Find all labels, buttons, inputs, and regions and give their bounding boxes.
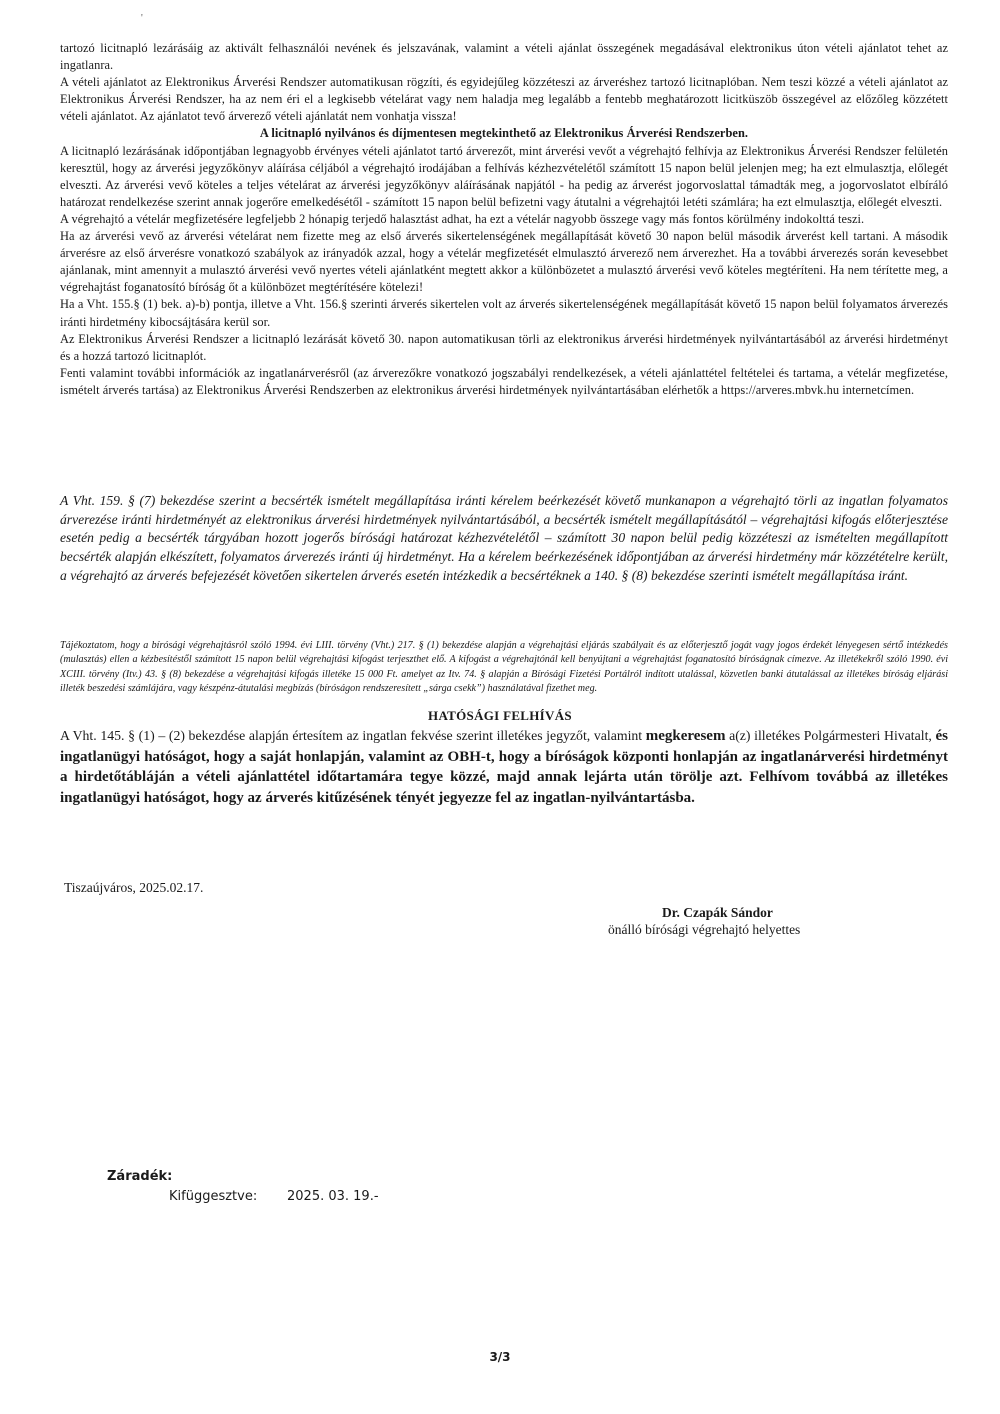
authority-call-bold: megkeresem (645, 728, 726, 744)
main-text-block (60, 40, 948, 399)
posted-date: 2025. 03. 19.- (287, 1189, 379, 1204)
paragraph: Ha a Vht. 155.§ (1) bek. a)-b) pontja, illetve a Vht. 156.§ szerinti árverés sikertelen volt az árverés sikertelenségének megállapítását követő 15 napon belül folyamatos árverezés iránti hirdetmény kibocsájtására kerül sor. (60, 297, 948, 329)
page-number: 3/3 (489, 1350, 511, 1364)
paragraph: Fenti valamint további információk az ingatlanárverésről (az árverezőkre vonatkozó jogszabályi rendelkezések, a vételi ajánlattétel feltételei és tartama, a vételár megfizetése, ismételt árverés tartása) az Elektronikus Árverési Rendszerben az elektronikus árverési hirdetmények nyilvántartásában elérhetők a https://arveres.mbvk.hu internetcímen. (60, 365, 948, 397)
section-heading: A licitnapló nyilvános és díjmentesen megtekinthető az Elektronikus Árverési Rendszerben. (259, 126, 749, 141)
paragraph: A vételi ajánlatot az Elektronikus Árverési Rendszer automatikusan rögzíti, és egyidejűleg közzéteszi az árveréshez tartozó licitnaplóban. Nem teszi közzé a vételi ajánlatot az Elektronikus Árverési Rendszer, ha az nem éri el a legkisebb vételárat vagy nem haladja meg legalább a fentebb meghatározott licitküszöb összegével az előzőleg közzétett vételi ajánlatot. Az ajánlatot tevő árverező vételi ajánlatát nem vonhatja vissza! (60, 75, 948, 124)
becsertek-notice: A Vht. 159. § (7) bekezdése szerint a becsérték ismételt megállapítása iránti kérelem beérkezését követő munkanapon a végrehajtó törli az ingatlan folyamatos árverezése iránti hirdetményét az elektronikus árverési hirdetmények nyilvántartásából, a becsérték ismételt megállapításától – végrehajtási kifogás előterjesztése esetén pedig a becsérték tárgyában hozott jogerős bírósági határozat kézhezvételétől – számított 30 napon belül pedig közzéteszi az ismételten megállapított becsérték alapján elkészített, folyamatos árverezés iránti új hirdetményt. Ha a kérelem beérkezésének időpontjában az árverési hirdetmény már közzétételre került, a végrehajtó az árverés befejezését követően sikertelen árverés esetén intézkedik a becsértéknek a 140. § (8) bekezdése szerinti ismételt megállapítása iránt. (60, 493, 948, 583)
posted-line (169, 1189, 379, 1204)
authority-call-text: a(z) illetékes Polgármesteri Hivatalt, (725, 728, 936, 743)
signer-role: önálló bírósági végrehajtó helyettes (608, 922, 801, 937)
paragraph: A licitnapló lezárásának időpontjában legnagyobb érvényes vételi ajánlatot tartó árverezőt, mint árverési vevőt a végrehajtó felhívja az Elektronikus Árverési Rendszer felületén keresztül, hogy az árverési jegyzőkönyv aláírása céljából a végrehajtó irodájában a felhívás kézhezvételétől számított 15 napon belül jelenjen meg; ha ezt elmulasztja, előlegét elveszti. Az árverési vevő köteles a teljes vételárat az árverési jegyzőkönyv aláírásának napjától - ha pedig az árverést jogorvoslattal támadták meg, a jogorvoslatot elbíráló határozat rendelkezése szerint annak jogerőre emelkedésétől - számított 15 napon belül befizetni vagy átutalni a végrehajtói letéti számlára; ha ezt elmulasztja, előlegét elveszti. (60, 143, 948, 209)
authority-call-text: A Vht. 145. § (1) – (2) bekezdése alapján értesítem az ingatlan fekvése szerint illetékes jegyzőt, valamint (60, 728, 646, 743)
authority-call-title: HATÓSÁGI FELHÍVÁS (428, 708, 572, 723)
authority-call-body (60, 726, 948, 808)
paragraph: Az Elektronikus Árverési Rendszer a licitnapló lezárását követő 30. napon automatikusan törli az elektronikus árverési hirdetmények nyilvántartásából az árverési hirdetményt és a hozzá tartozó licitnaplót. (60, 331, 948, 363)
paragraph: Ha az árverési vevő az árverési vételárat nem fizette meg az első árverés sikertelenségének megállapítását követő 30 napon belül második árverést kell tartani. A második árverésre az első árverésre vonatkozó szabályok az irányadók azzal, hogy a vételár megfizetését elmulasztó árverező nem árverezhet. Ha a további árverezés során kevesebbet ajánlanak, mint amennyit a mulasztó árverési vevő nyertes vételi ajánlatként megtett akkor a különbözetet a mulasztó árverési vevő köteles megtéríteni. Ha nem térítette meg, a végrehajtást foganatosító bíróság őt a különbözet megtérítésére kötelezi! (60, 229, 948, 295)
clause-label: Záradék: (107, 1169, 173, 1184)
legal-remedy-notice: Tájékoztatom, hogy a bírósági végrehajtásról szóló 1994. évi LIII. törvény (Vht.) 217. § (1) bekezdése alapján a végrehajtási eljárás szabályait és az előterjesztő jogát vagy jogos érdekét lényegesen sértő intézkedés (mulasztás) ellen a kézbesítéstől számított 15 napon belül végrehajtási kifogást terjeszthet elő. A kifogást a végrehajtónál kell benyújtani a végrehajtást foganatosító bíróságnak címezve. Az illetékekről szóló 1990. évi XCIII. törvény (Itv.) 43. § (8) bekezdése a végrehajtási kifogás illetéke 15 000 Ft. amelyet az Itv. 74. § alapján a Bírósági Fizetési Portálról indított utalással, közvetlen banki átutalással az illetékes bíróság eljárási illeték beszedési számlájára, vagy készpénz-átutalási megbízás (bíróságon rendszeresített „sárga csekk”) használatával fizethet meg. (60, 640, 948, 694)
signer-name: Dr. Czapák Sándor (662, 905, 773, 920)
scan-mark: ' (141, 13, 143, 24)
paragraph: A végrehajtó a vételár megfizetésére legfeljebb 2 hónapig terjedő halasztást adhat, ha ezt a vételár nagyobb összege vagy más fontos körülmény indokolttá teszi. (60, 211, 865, 226)
place-and-date: Tiszaújváros, 2025.02.17. (64, 880, 204, 895)
paragraph: tartozó licitnapló lezárásáig az aktivált felhasználói nevének és jelszavának, valamint a vételi ajánlat összegének megadásával elektronikus úton vételi ajánlatot tehet az ingatlanra. (60, 41, 948, 73)
posted-label: Kifüggesztve: (169, 1189, 258, 1204)
authority-call-bold: és ingatlanügyi hatóságot, hogy a saját honlapján, valamint az OBH-t, hogy a bíróságok központi honlapján az ingatlanárverési hirdetményt a hirdetőtábláján a vételi ajánlattétel időtartamára tegye közzé, majd annak lejárta után törölje azt. Felhívom továbbá az illetékes ingatlanügyi hatóságot, hogy az árverés kitűzésének tényét jegyezze fel az ingatlan-nyilvántartásba. (60, 728, 948, 806)
